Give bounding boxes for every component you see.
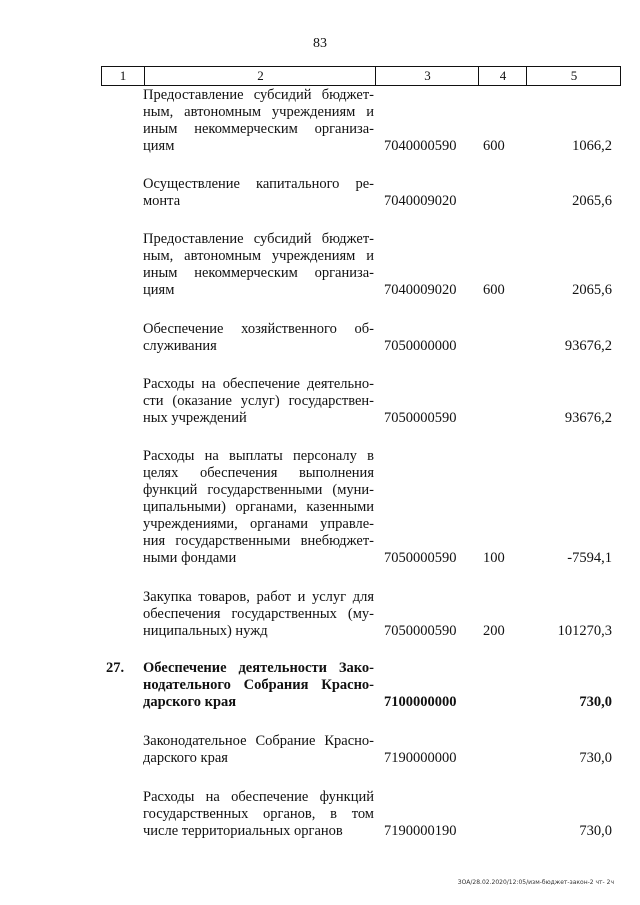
row-sum: 101270,3 bbox=[557, 623, 612, 639]
row-name-line: учреждениями, органами управле- bbox=[143, 516, 374, 532]
row-name-line: ниципальных) нужд bbox=[143, 623, 268, 639]
row-name-line: Законодательное Собрание Красно- bbox=[143, 733, 374, 749]
row-expense-type: 100 bbox=[483, 550, 505, 566]
row-name bbox=[143, 448, 374, 567]
page-number: 83 bbox=[313, 36, 327, 51]
row-name bbox=[143, 321, 374, 355]
row-name-line: целях обеспечения выполнения bbox=[143, 465, 374, 481]
row-name-line: сти (оказание услуг) государствен- bbox=[143, 393, 374, 409]
row-name-line: Расходы на обеспечение функций bbox=[143, 789, 374, 805]
row-name-line: иным некоммерческим организа- bbox=[143, 265, 374, 281]
footer-stamp: ЗОА/28.02.2020/12:05/изм-бюджет-закон-2 чт- 2ч bbox=[457, 879, 614, 886]
row-name-line: Закупка товаров, работ и услуг для bbox=[143, 589, 374, 605]
table-header bbox=[101, 66, 621, 86]
header-col-1: 1 bbox=[119, 68, 127, 83]
row-code: 7040009020 bbox=[384, 193, 457, 209]
header-col-3: 3 bbox=[375, 67, 479, 85]
row-name-line: ципальными) органами, казенными bbox=[143, 499, 374, 515]
row-name-line: числе территориальных органов bbox=[143, 823, 343, 839]
row-code: 7190000000 bbox=[384, 750, 457, 766]
row-name-line: государственных органов, в том bbox=[143, 806, 374, 822]
row-code: 7040009020 bbox=[384, 282, 457, 298]
row-name-line: Расходы на выплаты персоналу в bbox=[143, 448, 374, 464]
row-expense-type: 600 bbox=[483, 282, 505, 298]
header-col-4: 4 bbox=[478, 67, 527, 85]
row-name bbox=[143, 376, 374, 427]
row-name bbox=[143, 231, 374, 299]
row-sum: 2065,6 bbox=[572, 193, 612, 209]
row-name-line: циям bbox=[143, 138, 175, 154]
row-name-line: ным, автономным учреждениям и bbox=[143, 104, 374, 120]
row-sum: 730,0 bbox=[579, 694, 612, 710]
row-name-line: функций государственными (муни- bbox=[143, 482, 374, 498]
row-name-line: Расходы на обеспечение деятельно- bbox=[143, 376, 374, 392]
row-name-line: циям bbox=[143, 282, 175, 298]
row-sum: 93676,2 bbox=[564, 410, 612, 426]
header-col-2: 2 bbox=[144, 67, 376, 85]
row-name-line: Обеспечение хозяйственного об- bbox=[143, 321, 374, 337]
row-name-line: Осуществление капитального ре- bbox=[143, 176, 374, 192]
row-name-line: дарского края bbox=[143, 694, 237, 710]
row-name-line: монта bbox=[143, 193, 181, 209]
row-code: 7100000000 bbox=[384, 694, 457, 710]
row-name-line: нодательного Собрания Красно- bbox=[143, 677, 374, 693]
row-name-line: служивания bbox=[143, 338, 217, 354]
row-code: 7050000590 bbox=[384, 410, 457, 426]
row-code: 7050000590 bbox=[384, 550, 457, 566]
row-name bbox=[143, 733, 374, 767]
row-sum: 2065,6 bbox=[572, 282, 612, 298]
row-expense-type: 600 bbox=[483, 138, 505, 154]
row-name bbox=[143, 176, 374, 210]
row-name-line: ния государственными внебюджет- bbox=[143, 533, 374, 549]
row-name-line: дарского края bbox=[143, 750, 228, 766]
row-name-line: ными фондами bbox=[143, 550, 237, 566]
row-name bbox=[143, 789, 374, 840]
row-expense-type: 200 bbox=[483, 623, 505, 639]
row-name-line: ных учреждений bbox=[143, 410, 247, 426]
header-col-5: 5 bbox=[526, 67, 621, 85]
row-sum: 93676,2 bbox=[564, 338, 612, 354]
row-sum: -7594,1 bbox=[567, 550, 612, 566]
row-sum: 730,0 bbox=[579, 823, 612, 839]
row-name-line: иным некоммерческим организа- bbox=[143, 121, 374, 137]
row-number: 27. bbox=[106, 660, 125, 676]
row-name-line: Предоставление субсидий бюджет- bbox=[143, 231, 374, 247]
row-code: 7050000590 bbox=[384, 623, 457, 639]
row-name bbox=[143, 660, 374, 711]
row-name-line: Обеспечение деятельности Зако- bbox=[143, 660, 374, 676]
row-code: 7190000190 bbox=[384, 823, 457, 839]
row-name-line: Предоставление субсидий бюджет- bbox=[143, 87, 374, 103]
row-name bbox=[143, 87, 374, 155]
row-name bbox=[143, 589, 374, 640]
row-name-line: обеспечения государственных (му- bbox=[143, 606, 374, 622]
row-sum: 1066,2 bbox=[572, 138, 612, 154]
row-name-line: ным, автономным учреждениям и bbox=[143, 248, 374, 264]
row-code: 7050000000 bbox=[384, 338, 457, 354]
row-code: 7040000590 bbox=[384, 138, 457, 154]
row-sum: 730,0 bbox=[579, 750, 612, 766]
